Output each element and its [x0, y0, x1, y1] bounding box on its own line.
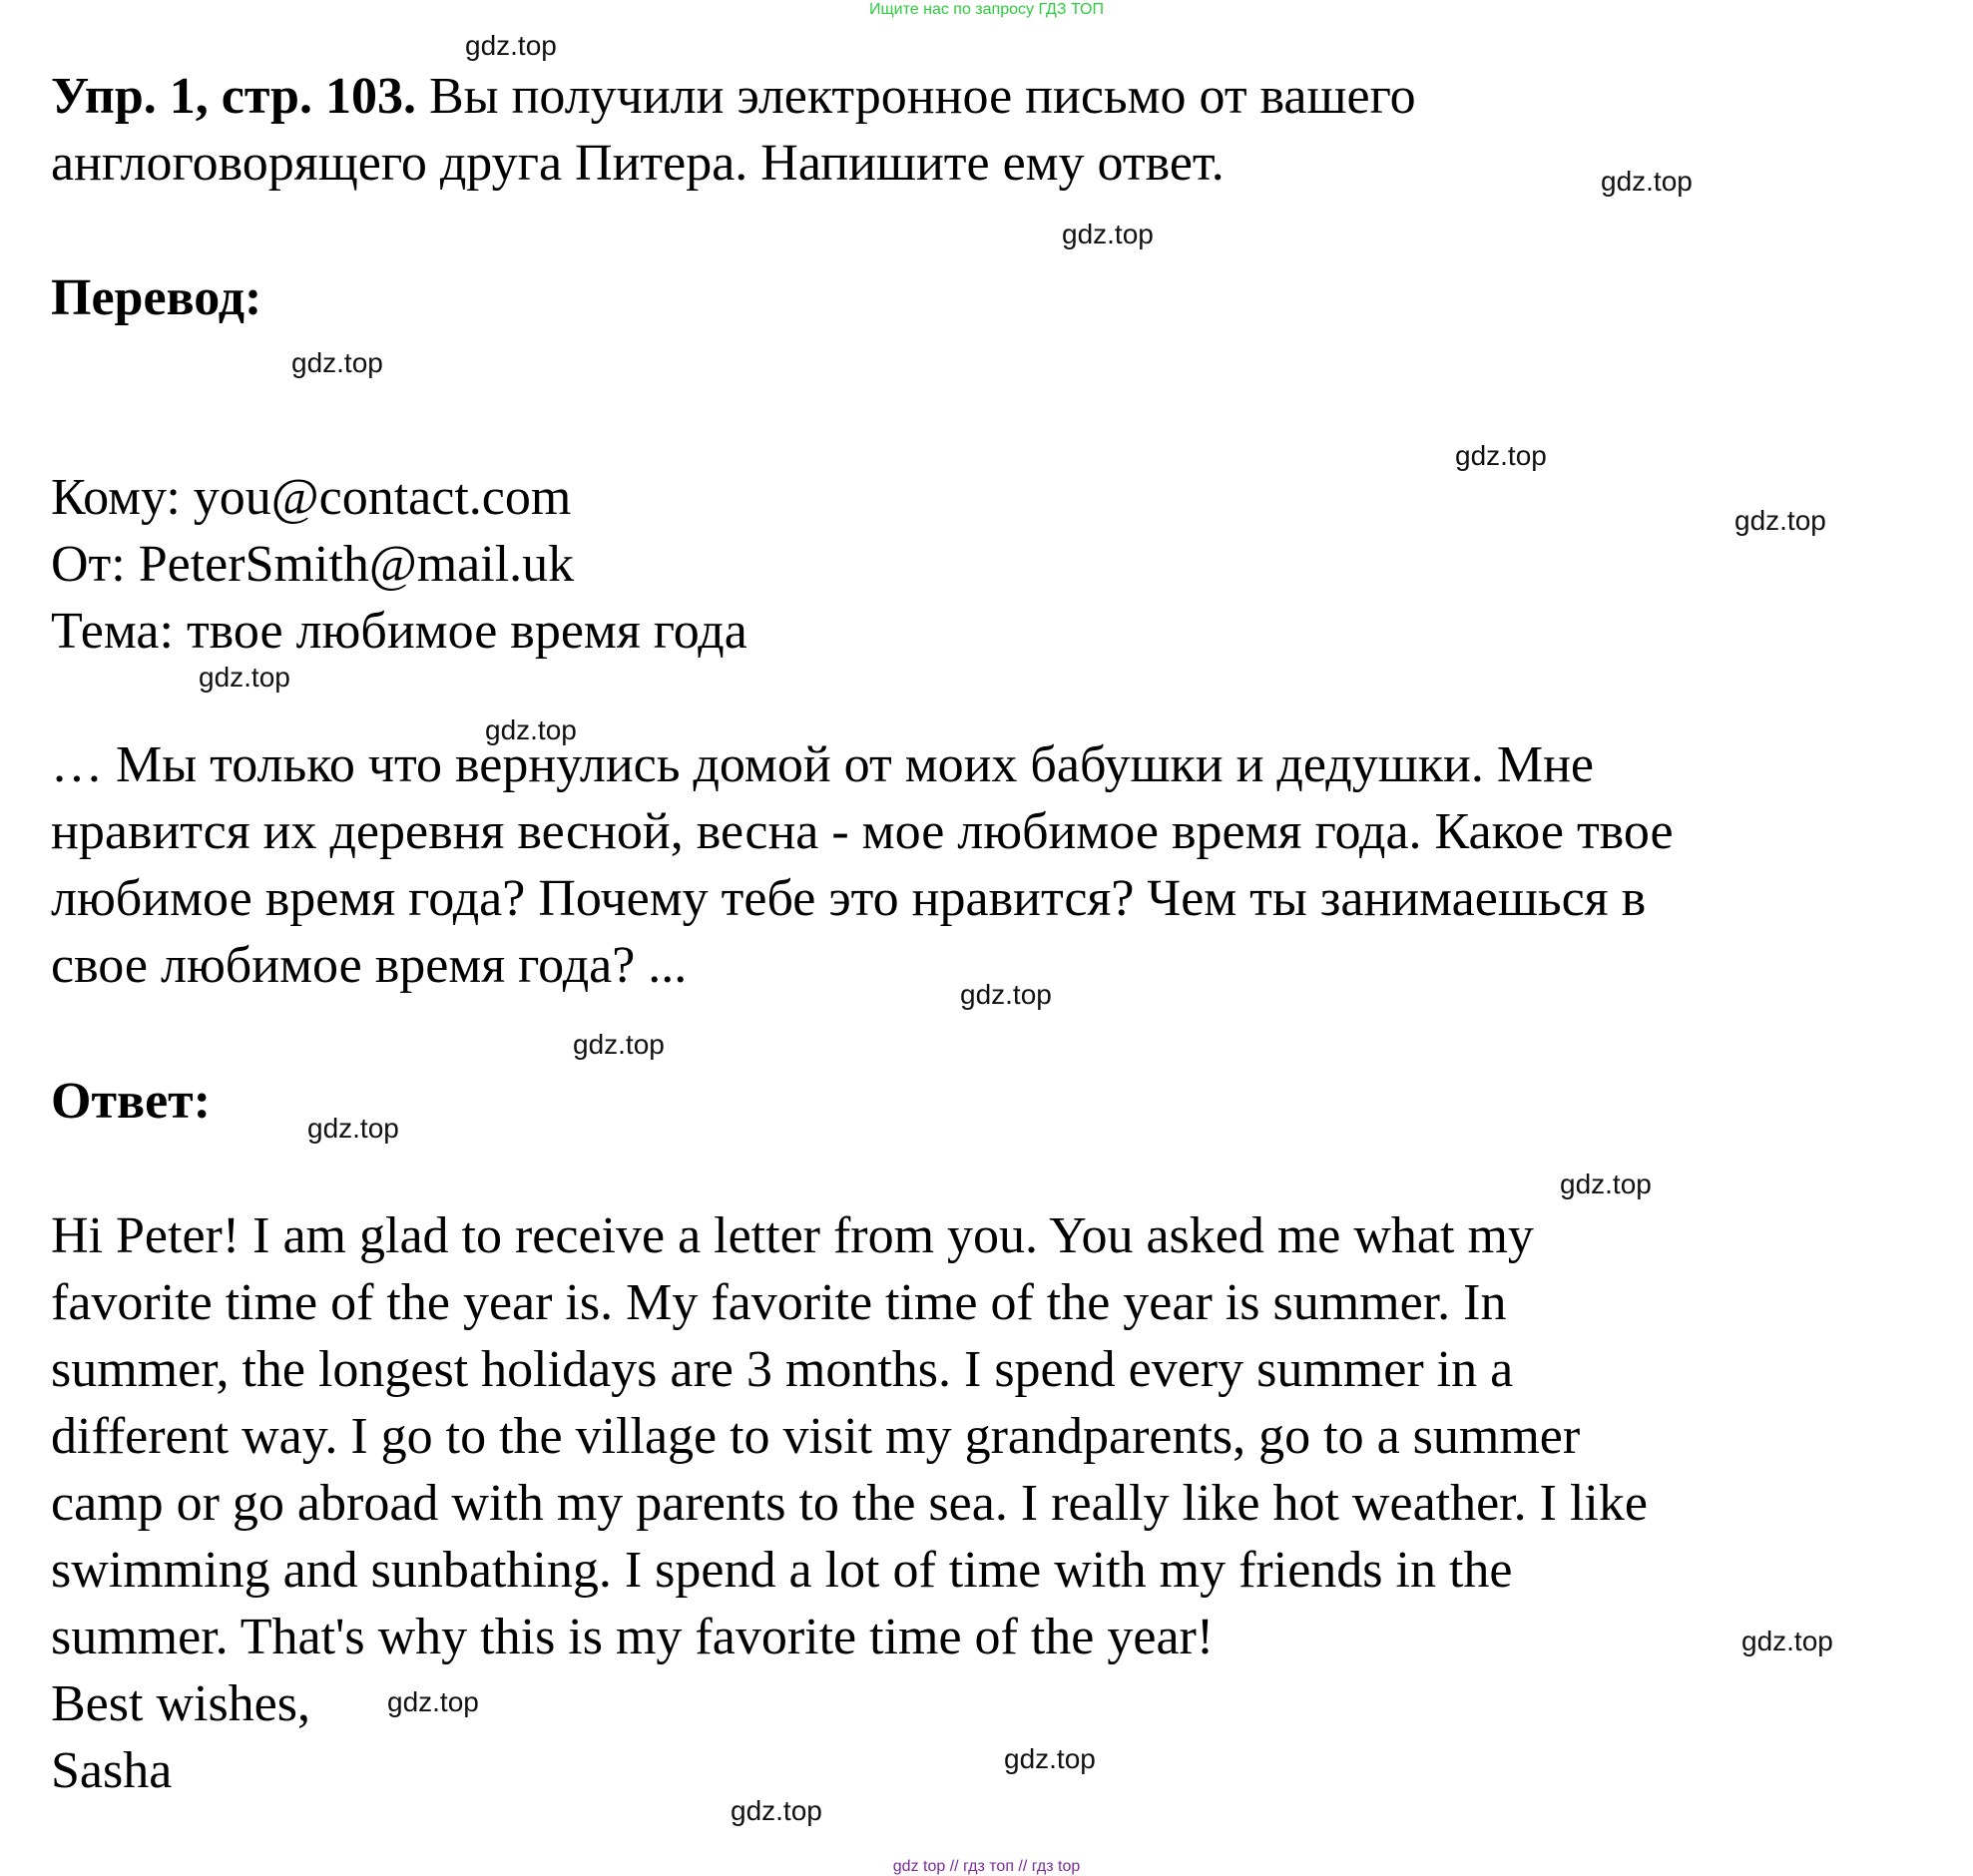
task-text-line-1: Вы получили электронное письмо от вашего — [428, 68, 1416, 125]
watermark: gdz.top — [291, 347, 383, 378]
answer-line: summer. That's why this is my favorite time of the year! — [51, 1609, 1215, 1665]
translation-heading: Перевод: — [51, 269, 262, 326]
watermark: gdz.top — [1455, 440, 1547, 471]
task-text-line-2: англоговорящего друга Питера. Напишите ему ответ. — [51, 135, 1225, 192]
answer-body — [51, 1202, 1927, 1804]
watermark: gdz.top — [731, 1795, 822, 1826]
watermark: gdz.top — [1004, 1743, 1096, 1774]
letter-body — [51, 731, 1927, 999]
letter-line: любимое время года? Почему тебе это нравится? Чем ты занимаешься в — [51, 870, 1647, 927]
watermark: gdz.top — [307, 1113, 399, 1144]
watermark: gdz.top — [960, 979, 1052, 1010]
watermark: gdz.top — [199, 662, 290, 693]
watermark: gdz.top — [387, 1686, 479, 1717]
answer-line: camp or go abroad with my parents to the sea. I really like hot weather. I like — [51, 1475, 1648, 1532]
bottom-banner: gdz top // гдз топ // гдз top — [892, 1858, 1081, 1875]
email-to: Кому: you@contact.com — [51, 469, 572, 526]
watermark: gdz.top — [1734, 505, 1826, 536]
email-header — [51, 464, 1927, 665]
watermark: gdz.top — [1601, 166, 1693, 197]
email-subject: Тема: твое любимое время года — [51, 603, 747, 660]
watermark: gdz.top — [465, 30, 557, 61]
watermark: gdz.top — [1741, 1626, 1833, 1656]
letter-line: … Мы только что вернулись домой от моих бабушки и дедушки. Мне — [51, 736, 1594, 793]
answer-line: Hi Peter! I am glad to receive a letter from you. You asked me what my — [51, 1207, 1534, 1264]
watermark: gdz.top — [485, 714, 577, 745]
task-label: Упр. 1, стр. 103. — [51, 68, 416, 125]
answer-heading: Ответ: — [51, 1073, 212, 1130]
top-banner: Ищите нас по запросу ГДЗ ТОП — [869, 1, 1104, 18]
letter-line: свое любимое время года? ... — [51, 937, 688, 994]
watermark: gdz.top — [1062, 219, 1154, 249]
closing: Best wishes, — [51, 1675, 310, 1732]
answer-line: favorite time of the year is. My favorite time of the year is summer. In — [51, 1274, 1507, 1331]
signature: Sasha — [51, 1742, 173, 1799]
email-from: От: PeterSmith@mail.uk — [51, 536, 575, 593]
watermark: gdz.top — [1560, 1169, 1652, 1199]
answer-line: summer, the longest holidays are 3 months. I spend every summer in a — [51, 1341, 1514, 1398]
letter-line: нравится их деревня весной, весна - мое любимое время года. Какое твое — [51, 803, 1674, 860]
watermark: gdz.top — [573, 1029, 665, 1060]
answer-line: different way. I go to the village to visit my grandparents, go to a summer — [51, 1408, 1581, 1465]
answer-line: swimming and sunbathing. I spend a lot of time with my friends in the — [51, 1542, 1513, 1599]
